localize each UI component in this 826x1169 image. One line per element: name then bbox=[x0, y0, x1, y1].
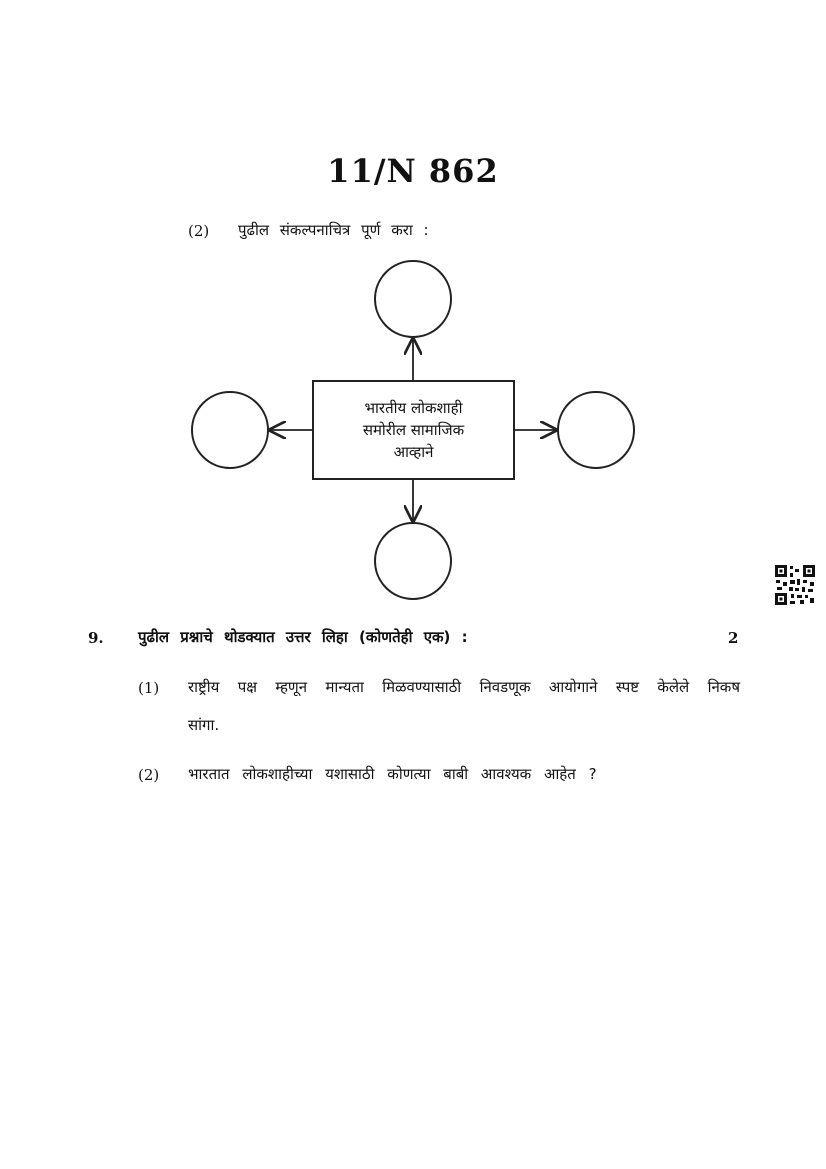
center-concept-box bbox=[312, 380, 515, 480]
option-2-line-1: भारतात लोकशाहीच्या यशासाठी कोणत्या बाबी आवश्यक आहेत ? bbox=[188, 765, 597, 783]
center-line-3: आव्हाने bbox=[393, 443, 434, 461]
top-node bbox=[375, 261, 451, 337]
left-node bbox=[192, 392, 268, 468]
option-1-line-2: सांगा. bbox=[188, 716, 220, 734]
option-1-number: (1) bbox=[138, 679, 160, 697]
question-9-text: पुढील प्रश्नाचे थोडक्यात उत्तर लिहा (कोणतेही एक) : bbox=[138, 628, 468, 646]
qr-code-icon bbox=[775, 565, 815, 605]
page-code: 11/N 862 bbox=[327, 152, 499, 190]
question-9-marks: 2 bbox=[728, 629, 739, 647]
option-1-line-1: राष्ट्रीय पक्ष म्हणून मान्यता मिळवण्यासाठी निवडणूक आयोगाने स्पष्ट केलेले निकष bbox=[188, 678, 740, 696]
center-line-2: समोरील सामाजिक bbox=[362, 421, 465, 439]
question-9-number: 9. bbox=[88, 629, 104, 647]
option-2-number: (2) bbox=[138, 766, 160, 784]
sub-question-text: पुढील संकल्पनाचित्र पूर्ण करा : bbox=[238, 221, 429, 239]
bottom-node bbox=[375, 523, 451, 599]
right-node bbox=[558, 392, 634, 468]
sub-question-number: (2) bbox=[188, 222, 210, 240]
center-line-1: भारतीय लोकशाही bbox=[364, 399, 463, 417]
